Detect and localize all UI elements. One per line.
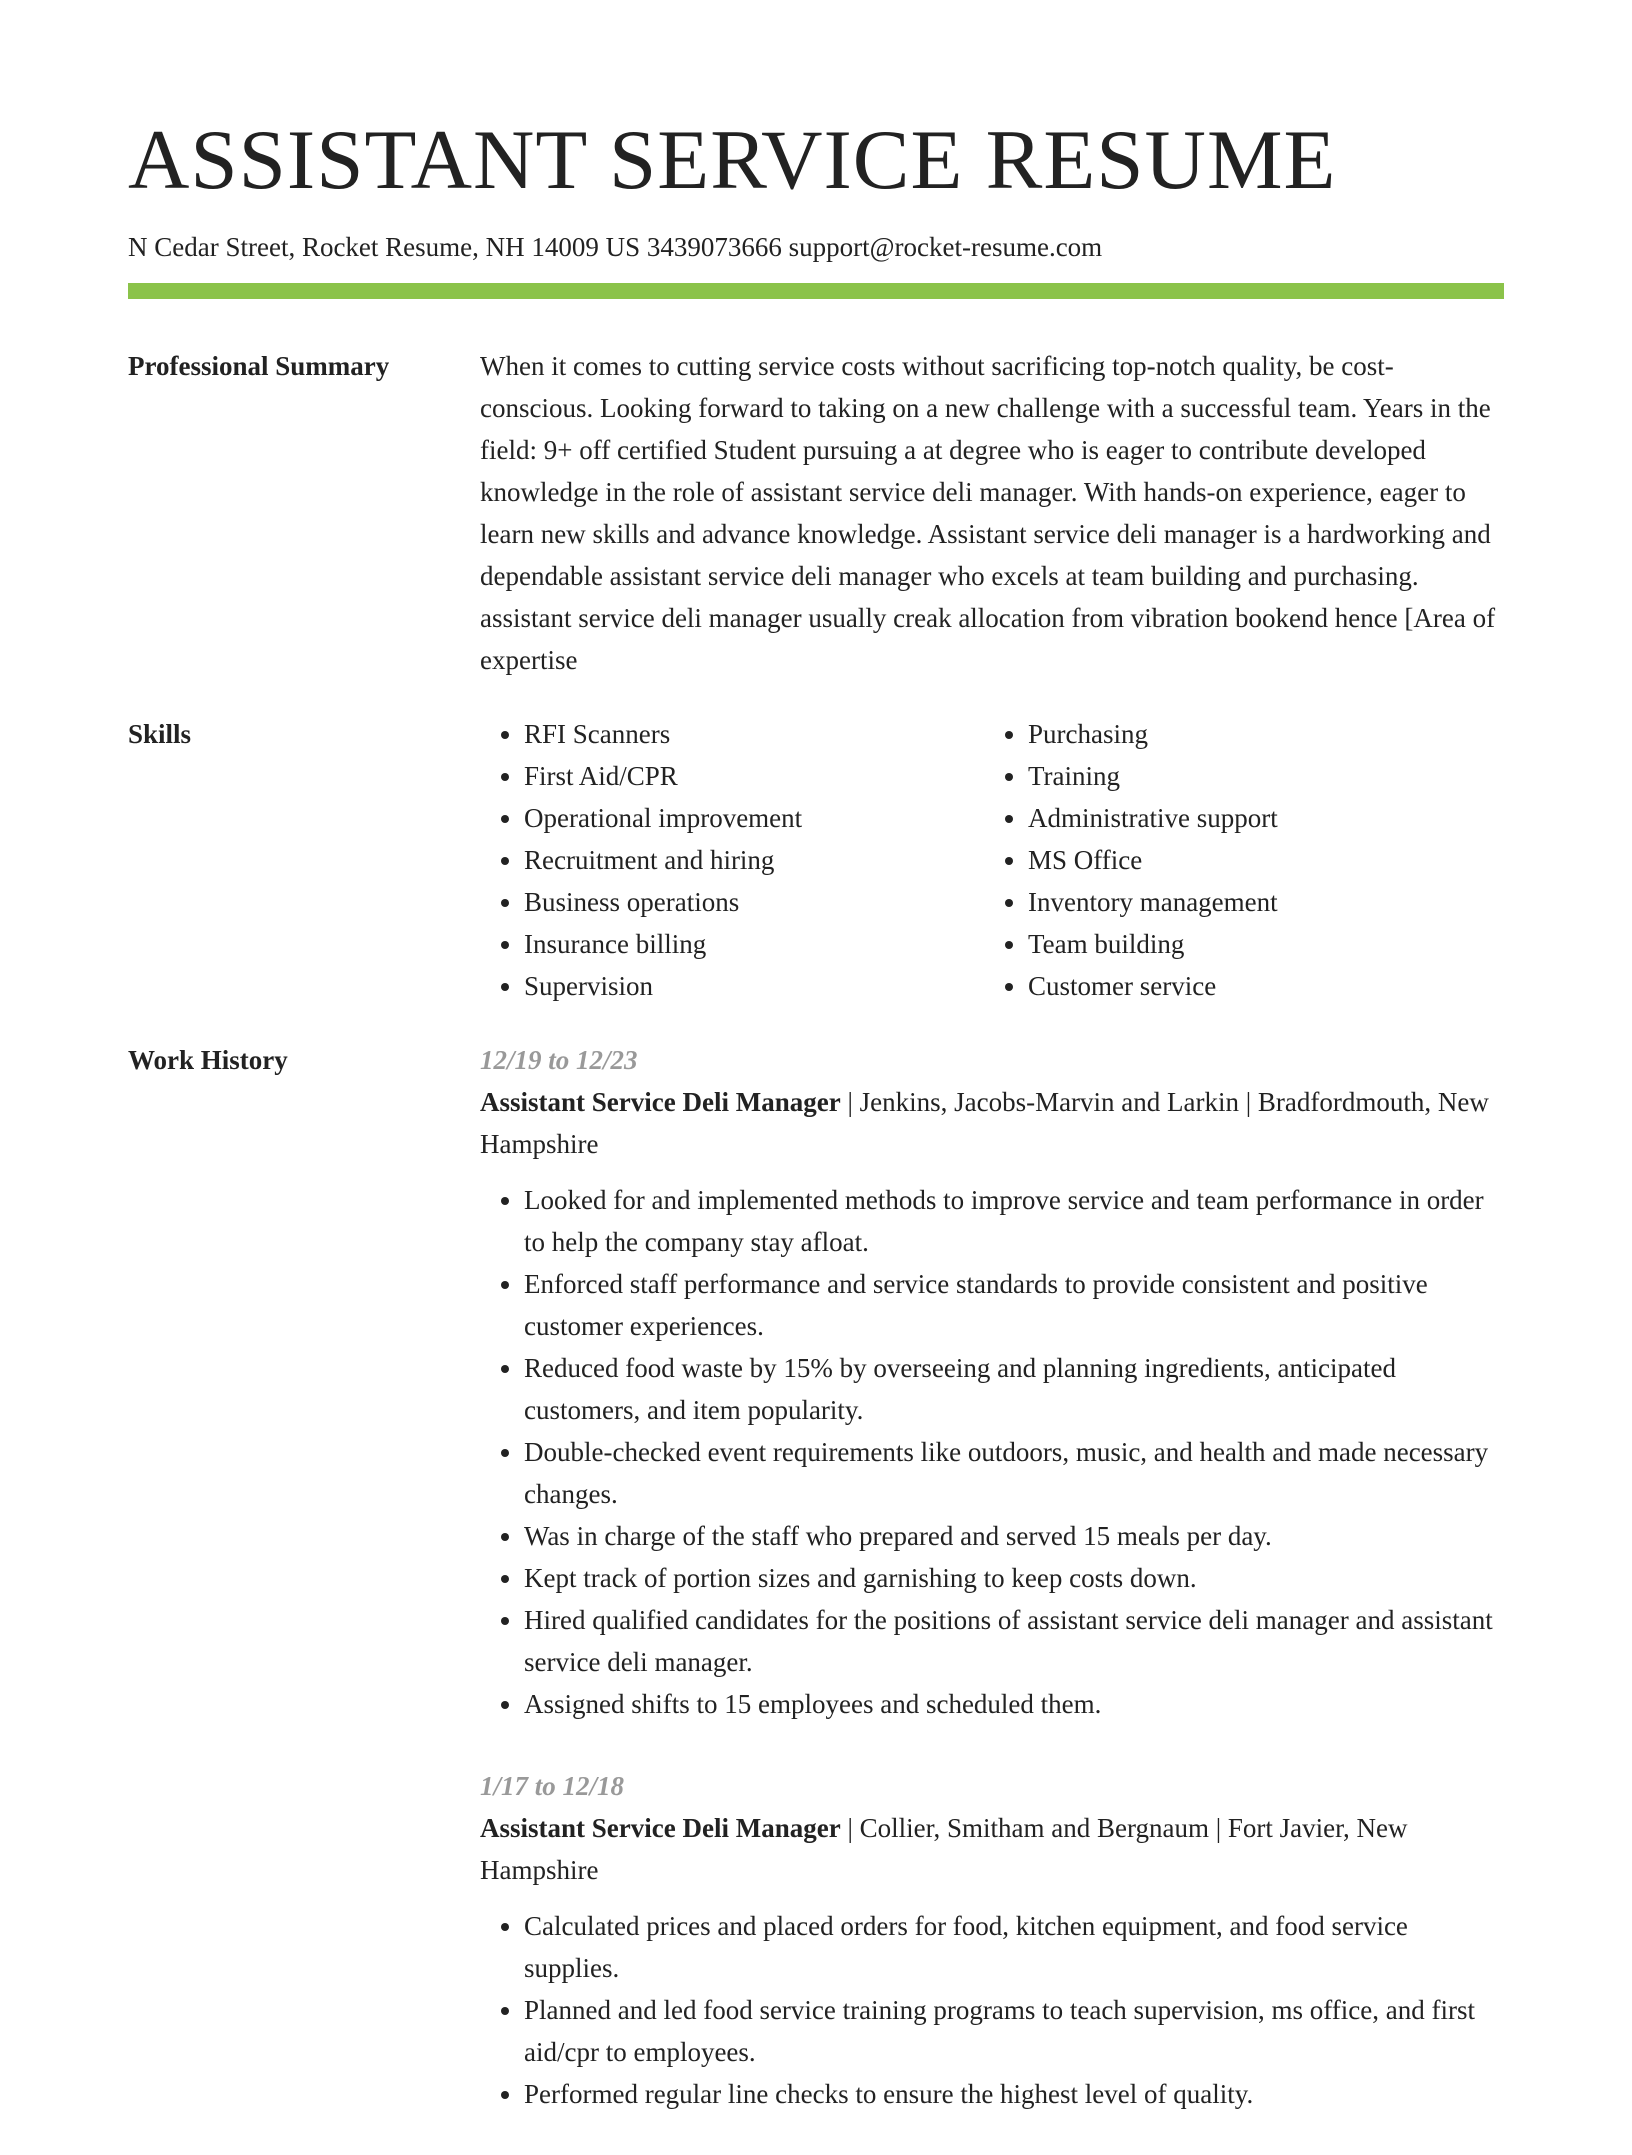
skill-item: • Supervision xyxy=(524,965,984,1007)
job-heading xyxy=(480,1081,1504,1165)
job-title: Assistant Service Deli Manager xyxy=(480,1087,841,1118)
skill-item: • Inventory management xyxy=(1028,881,1488,923)
summary-text: When it comes to cutting service costs without sacrificing top-notch quality, be cost-conscious. Looking forward to taking on a new challenge with a successful team. Years in the field: 9+ off certified Student pursuing a at degree who is eager to contribute developed knowledge in the role of assistant service deli manager. With hands-on experience, eager to learn new skills and advance knowledge. Assistant service deli manager is a hardworking and dependable assistant service deli manager who excels at team building and purchasing. assistant service deli manager usually creak allocation from vibration bookend hence [Area of expertise xyxy=(480,351,1496,676)
job-details: | Collier, Smitham and Bergnaum | Fort Javier, New Hampshire xyxy=(480,1813,1408,1886)
job-bullet: • Reduced food waste by 15% by overseeing and planning ingredients, anticipated customers, and item popularity. xyxy=(524,1347,1504,1431)
resume-title: ASSISTANT SERVICE RESUME xyxy=(128,113,1337,207)
job-bullet: • Was in charge of the staff who prepared and served 15 meals per day. xyxy=(524,1515,1504,1557)
job-title: Assistant Service Deli Manager xyxy=(480,1813,841,1844)
job-date: 1/17 to 12/18 xyxy=(480,1771,625,1802)
job-bullet: • Looked for and implemented methods to improve service and team performance in order to help the company stay afloat. xyxy=(524,1179,1504,1263)
job-entry xyxy=(480,1039,1504,1725)
skill-item: • Operational improvement xyxy=(524,797,984,839)
skills-section xyxy=(128,713,1504,1007)
skill-item: • Insurance billing xyxy=(524,923,984,965)
skill-item: • First Aid/CPR xyxy=(524,755,984,797)
job-bullets xyxy=(480,1905,1504,2115)
job-heading xyxy=(480,1807,1504,1891)
job-bullets xyxy=(480,1179,1504,1725)
contact-line: N Cedar Street, Rocket Resume, NH 14009 US 3439073666 support@rocket-resume.com xyxy=(128,232,1103,262)
job-date: 12/19 to 12/23 xyxy=(480,1045,638,1076)
job-bullet: • Enforced staff performance and service standards to provide consistent and positive customer experiences. xyxy=(524,1263,1504,1347)
job-bullet: • Double-checked event requirements like outdoors, music, and health and made necessary changes. xyxy=(524,1431,1504,1515)
job-bullet: • Planned and led food service training programs to teach supervision, ms office, and first aid/cpr to employees. xyxy=(524,1989,1504,2073)
job-entry xyxy=(480,1765,1504,2115)
skill-item: • Business operations xyxy=(524,881,984,923)
skill-item: • Administrative support xyxy=(1028,797,1488,839)
section-title-summary: Professional Summary xyxy=(128,351,390,382)
job-bullet: • Assigned shifts to 15 employees and scheduled them. xyxy=(524,1683,1504,1725)
section-title-skills: Skills xyxy=(128,719,192,750)
skill-item: • RFI Scanners xyxy=(524,713,984,755)
summary-section xyxy=(128,345,1504,681)
work-history-section xyxy=(128,1039,1504,2155)
job-bullet: • Kept track of portion sizes and garnishing to keep costs down. xyxy=(524,1557,1504,1599)
job-bullet: • Calculated prices and placed orders for food, kitchen equipment, and food service supplies. xyxy=(524,1905,1504,1989)
skill-item: • MS Office xyxy=(1028,839,1488,881)
accent-divider xyxy=(128,283,1504,299)
skill-item: • Team building xyxy=(1028,923,1488,965)
job-bullet: • Performed regular line checks to ensure the highest level of quality. xyxy=(524,2073,1504,2115)
skills-list-col1 xyxy=(480,713,984,1007)
skill-item: • Purchasing xyxy=(1028,713,1488,755)
job-bullet: • Hired qualified candidates for the positions of assistant service deli manager and assistant service deli manager. xyxy=(524,1599,1504,1683)
skill-item: • Recruitment and hiring xyxy=(524,839,984,881)
skill-item: • Customer service xyxy=(1028,965,1488,1007)
section-title-work: Work History xyxy=(128,1045,288,1076)
resume-page xyxy=(128,0,1504,2155)
job-details: | Jenkins, Jacobs-Marvin and Larkin | Bradfordmouth, New Hampshire xyxy=(480,1087,1489,1160)
skill-item: • Training xyxy=(1028,755,1488,797)
skills-list-col2 xyxy=(984,713,1488,1007)
